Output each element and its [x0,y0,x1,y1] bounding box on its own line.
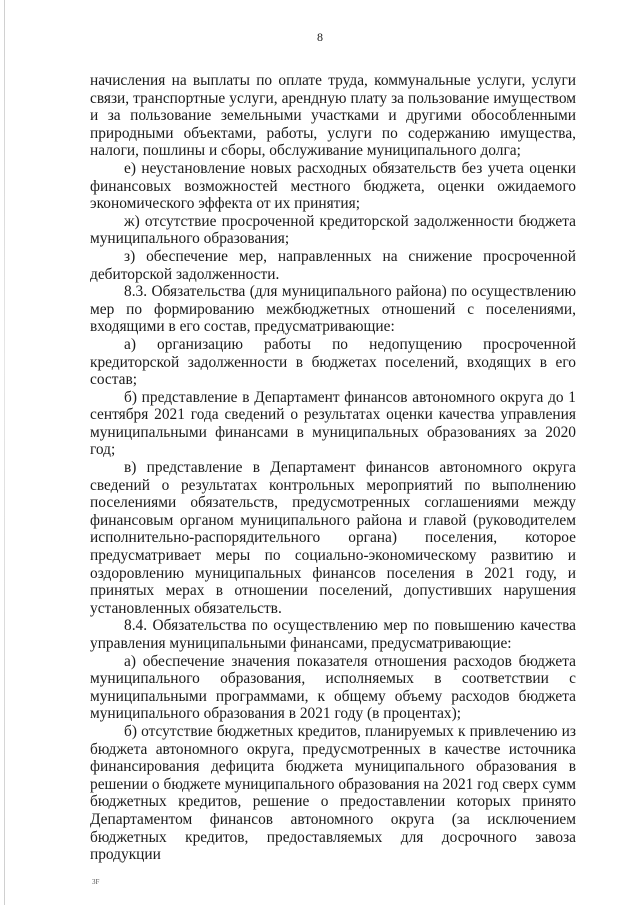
paragraph-section-8-3: 8.3. Обязательства (для муниципального района) по осуществлению мер по формированию межбюджетных отношений с поселениями, входящими в его состав, предусматривающие: [90,283,576,336]
paragraph-8-4-item-a: а) обеспечение значения показателя отношения расходов бюджета муниципального образования, исполняемых в соответствии с муниципальными программами, к общему объему расходов бюджета муниципального образования в 2021 году (в процентах); [90,652,576,723]
paragraph-section-8-4: 8.4. Обязательства по осуществлению мер по повышению качества управления муниципальными финансами, предусматривающие: [90,617,576,652]
paragraph-8-3-item-b: б) представление в Департамент финансов автономного округа до 1 сентября 2021 года сведений о результатах оценки качества управления муниципальными финансами в муниципальных образованиях за 2020 год; [90,388,576,459]
page-number: 8 [317,30,323,44]
page-edge-line [4,0,5,905]
paragraph-8-3-item-a: а) организацию работы по недопущению просроченной кредиторской задолженности в бюджетах поселений, входящих в его состав; [90,335,576,389]
paragraph-8-4-item-b: б) отсутствие бюджетных кредитов, планируемых к привлечению из бюджета автономного округа, предусмотренных в качестве источника финансирования дефицита бюджета муниципального образования в решении о бюджете муниципального образования на 2021 год сверх сумм бюджетных кредитов, решение о предоставлении которых принято Департаментом финансов автономного округа (за исключением бюджетных кредитов, предоставляемых для досрочного завоза продукции [90,722,576,864]
document-body [90,72,576,864]
paragraph-item-z: з) обеспечение мер, направленных на снижение просроченной дебиторской задолженности. [90,247,576,283]
paragraph-item-e: е) неустановление новых расходных обязательств без учета оценки финансовых возможностей местного бюджета, оценки ожидаемого экономического эффекта от их принятия; [90,159,576,213]
paragraph-item-zh: ж) отсутствие просроченной кредиторской задолженности бюджета муниципального образования; [90,212,576,248]
paragraph-continuation: начисления на выплаты по оплате труда, коммунальные услуги, услуги связи, транспортные услуги, арендную плату за пользование имуществом и за пользование земельными участками и другими обособленными природными объектами, работы, услуги по содержанию имущества, налоги, пошлины и сборы, обслуживание муниципального долга; [90,72,576,160]
footer-mark: 3F [92,878,100,886]
paragraph-8-3-item-v: в) представление в Департамент финансов автономного округа сведений о результатах контрольных мероприятий по выполнению поселениями обязательств, предусмотренных соглашениями между финансовым органом муниципального района и главой (руководителем исполнительно-распорядительного органа) поселения, которое предусматривает меры по социально-экономическому развитию и оздоровлению муниципальных финансов поселения в 2021 году, и принятых мерах в отношении поселений, допустивших нарушения установленных обязательств. [90,459,576,617]
